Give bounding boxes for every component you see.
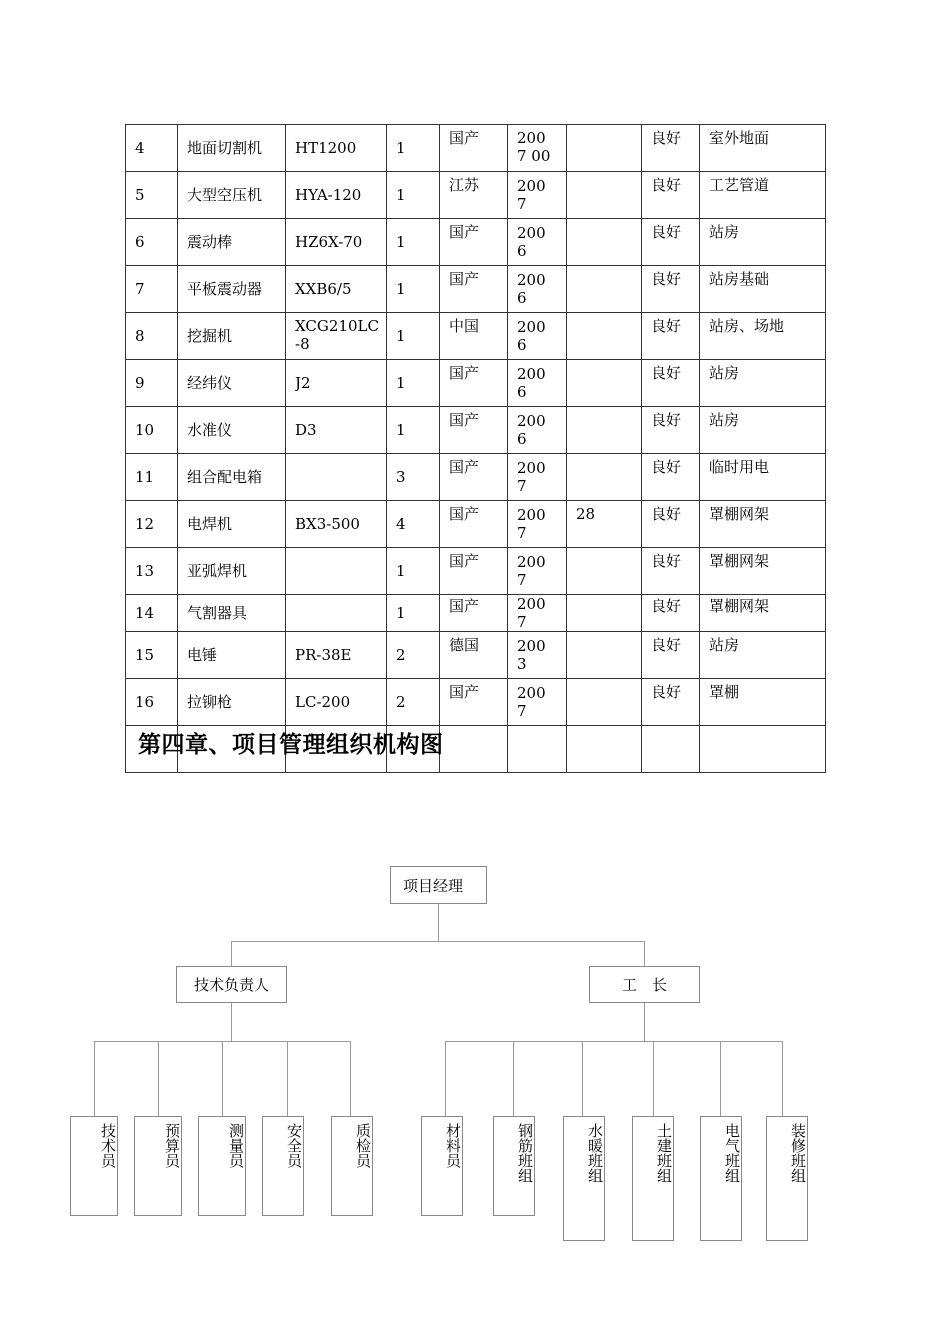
table-cell-no	[126, 679, 178, 726]
cell-text: 1	[396, 139, 406, 157]
table-row	[126, 172, 826, 219]
connector-line	[287, 1041, 288, 1116]
table-cell-condition	[642, 454, 700, 501]
cell-text: 站房、场地	[709, 317, 785, 335]
table-cell-year	[508, 360, 567, 407]
cell-text: 16	[135, 693, 155, 711]
table-cell-usage	[700, 360, 826, 407]
cell-text: 1	[396, 374, 406, 392]
connector-line	[653, 1041, 654, 1116]
table-cell-power	[567, 548, 642, 595]
cell-text: 9	[135, 374, 145, 392]
cell-text: 10	[135, 421, 155, 439]
table-cell-condition	[642, 360, 700, 407]
cell-text: 14	[135, 604, 155, 622]
table-cell-model	[286, 172, 387, 219]
cell-text: 平板震动器	[187, 280, 263, 298]
table-cell-no	[126, 407, 178, 454]
connector-line	[644, 1003, 645, 1041]
cell-text: 良好	[651, 270, 682, 288]
cell-text: 罩棚网架	[709, 597, 770, 615]
connector-line	[445, 1041, 446, 1116]
org-team-box: 材料员	[421, 1116, 463, 1216]
table-cell-no	[126, 595, 178, 632]
equipment-table	[125, 124, 826, 773]
table-cell-qty	[387, 407, 440, 454]
cell-text: 2	[396, 693, 406, 711]
connector-line	[644, 941, 645, 966]
table-cell-no	[126, 360, 178, 407]
cell-text: 良好	[651, 176, 682, 194]
connector-line	[94, 1041, 95, 1116]
cell-text: 5	[135, 186, 145, 204]
cell-text: 临时用电	[709, 458, 770, 476]
table-cell-name	[178, 407, 286, 454]
table-cell-model	[286, 360, 387, 407]
cell-text: 3	[396, 468, 406, 486]
connector-line	[231, 941, 645, 942]
cell-text: 良好	[651, 129, 682, 147]
cell-text: HZ6X-70	[295, 233, 363, 251]
table-cell-qty	[387, 548, 440, 595]
cell-text: 良好	[651, 505, 682, 523]
table-cell-year	[508, 679, 567, 726]
cell-text: 良好	[651, 223, 682, 241]
connector-line	[582, 1041, 583, 1116]
cell-text: 罩棚网架	[709, 505, 770, 523]
cell-text: HYA-120	[295, 186, 362, 204]
cell-text: 12	[135, 515, 155, 533]
cell-text: 1	[396, 233, 406, 251]
cell-text: 国产	[449, 597, 480, 615]
table-cell-power	[567, 313, 642, 360]
cell-text: D3	[295, 421, 317, 439]
table-cell-no	[126, 501, 178, 548]
cell-text: 震动棒	[187, 233, 233, 251]
table-cell-no	[126, 172, 178, 219]
org-staff-box: 技术员	[70, 1116, 118, 1216]
table-cell-usage	[700, 454, 826, 501]
table-row	[126, 313, 826, 360]
table-cell-name	[178, 172, 286, 219]
cell-text: 4	[135, 139, 145, 157]
table-cell-power	[567, 360, 642, 407]
table-cell-year	[508, 595, 567, 632]
table-cell-year	[508, 219, 567, 266]
table-cell-usage	[700, 726, 826, 773]
cell-text: 2007	[517, 177, 546, 213]
table-cell-origin	[440, 125, 508, 172]
cell-text: 国产	[449, 364, 480, 382]
cell-text: PR-38E	[295, 646, 352, 664]
table-cell-power	[567, 172, 642, 219]
cell-text: 中国	[449, 317, 480, 335]
cell-text: 国产	[449, 270, 480, 288]
cell-text: 亚弧焊机	[187, 562, 248, 580]
cell-text: LC-200	[295, 693, 351, 711]
table-row	[126, 679, 826, 726]
table-cell-condition	[642, 595, 700, 632]
cell-text: 1	[396, 186, 406, 204]
table-cell-name	[178, 313, 286, 360]
table-cell-name	[178, 266, 286, 313]
table-cell-name	[178, 632, 286, 679]
cell-text: 江苏	[449, 176, 480, 194]
cell-text: 良好	[651, 552, 682, 570]
cell-text: 28	[576, 505, 596, 523]
cell-text: 德国	[449, 636, 480, 654]
table-cell-year	[508, 172, 567, 219]
table-row	[126, 125, 826, 172]
table-cell-usage	[700, 266, 826, 313]
org-team-box: 装修班组	[766, 1116, 808, 1241]
table-cell-model	[286, 501, 387, 548]
cell-text: 1	[396, 562, 406, 580]
table-cell-year	[508, 501, 567, 548]
cell-text: 水准仪	[187, 421, 233, 439]
cell-text: 挖掘机	[187, 327, 233, 345]
connector-line	[231, 1003, 232, 1041]
org-staff-box: 测量员	[198, 1116, 246, 1216]
cell-text: 气割器具	[187, 604, 248, 622]
table-cell-origin	[440, 172, 508, 219]
table-cell-name	[178, 595, 286, 632]
table-cell-qty	[387, 679, 440, 726]
cell-text: 工艺管道	[709, 176, 770, 194]
cell-text: 2007	[517, 506, 546, 542]
cell-text: 良好	[651, 636, 682, 654]
table-cell-no	[126, 632, 178, 679]
table-cell-origin	[440, 679, 508, 726]
cell-text: 良好	[651, 364, 682, 382]
table-cell-condition	[642, 266, 700, 313]
table-row	[126, 548, 826, 595]
table-cell-qty	[387, 454, 440, 501]
table-cell-power	[567, 632, 642, 679]
cell-text: 2006	[517, 224, 546, 260]
table-cell-origin	[440, 219, 508, 266]
table-cell-model	[286, 454, 387, 501]
table-cell-name	[178, 548, 286, 595]
table-cell-power	[567, 266, 642, 313]
table-cell-condition	[642, 407, 700, 454]
table-cell-name	[178, 454, 286, 501]
table-cell-power	[567, 454, 642, 501]
table-cell-condition	[642, 125, 700, 172]
table-cell-usage	[700, 679, 826, 726]
cell-text: 1	[396, 604, 406, 622]
cell-text: XXB6/5	[295, 280, 352, 298]
cell-text: 经纬仪	[187, 374, 233, 392]
cell-text: 2006	[517, 271, 546, 307]
table-cell-usage	[700, 172, 826, 219]
table-cell-model	[286, 125, 387, 172]
table-cell-power	[567, 501, 642, 548]
table-cell-qty	[387, 595, 440, 632]
table-cell-model	[286, 313, 387, 360]
table-cell-qty	[387, 501, 440, 548]
cell-text: 国产	[449, 129, 480, 147]
table-cell-model	[286, 548, 387, 595]
cell-text: 良好	[651, 683, 682, 701]
cell-text: 2007 00	[517, 129, 551, 165]
cell-text: 2006	[517, 318, 546, 354]
table-cell-no	[126, 266, 178, 313]
table-cell-year	[508, 313, 567, 360]
table-cell-qty	[387, 125, 440, 172]
connector-line	[158, 1041, 159, 1116]
table-cell-origin	[440, 360, 508, 407]
table-cell-model	[286, 266, 387, 313]
org-team-box: 钢筋班组	[493, 1116, 535, 1216]
org-right-head-box: 工 长	[589, 966, 700, 1003]
cell-text: 良好	[651, 458, 682, 476]
table-cell-power	[567, 407, 642, 454]
cell-text: 1	[396, 280, 406, 298]
cell-text: 组合配电箱	[187, 468, 263, 486]
cell-text: 2007	[517, 459, 546, 495]
table-cell-origin	[440, 313, 508, 360]
table-cell-year	[508, 632, 567, 679]
table-cell-name	[178, 219, 286, 266]
cell-text: 良好	[651, 597, 682, 615]
cell-text: 国产	[449, 552, 480, 570]
cell-text: 站房	[709, 223, 740, 241]
connector-line	[350, 1041, 351, 1116]
table-cell-model	[286, 407, 387, 454]
table-cell-origin	[440, 501, 508, 548]
equipment-table-body	[126, 125, 826, 773]
org-staff-box: 安全员	[262, 1116, 304, 1216]
table-cell-name	[178, 501, 286, 548]
cell-text: 地面切割机	[187, 139, 263, 157]
table-cell-no	[126, 548, 178, 595]
table-cell-year	[508, 548, 567, 595]
table-cell-usage	[700, 595, 826, 632]
cell-text: 1	[396, 327, 406, 345]
cell-text: 2006	[517, 365, 546, 401]
table-cell-condition	[642, 679, 700, 726]
table-cell-year	[508, 125, 567, 172]
connector-line	[782, 1041, 783, 1116]
cell-text: 6	[135, 233, 145, 251]
table-row	[126, 407, 826, 454]
table-cell-condition	[642, 172, 700, 219]
table-cell-model	[286, 219, 387, 266]
cell-text: 2007	[517, 553, 546, 589]
table-cell-usage	[700, 632, 826, 679]
cell-text: 2003	[517, 637, 546, 673]
cell-text: J2	[295, 374, 311, 392]
table-cell-qty	[387, 632, 440, 679]
table-cell-year	[508, 454, 567, 501]
org-root-box: 项目经理	[390, 866, 487, 904]
table-cell-condition	[642, 726, 700, 773]
table-row	[126, 219, 826, 266]
cell-text: 2006	[517, 412, 546, 448]
org-staff-box: 预算员	[134, 1116, 182, 1216]
table-cell-origin	[440, 595, 508, 632]
org-team-box: 水暖班组	[563, 1116, 605, 1241]
table-row	[126, 632, 826, 679]
cell-text: 1	[396, 421, 406, 439]
table-cell-power	[567, 726, 642, 773]
cell-text: 国产	[449, 683, 480, 701]
table-cell-usage	[700, 219, 826, 266]
table-cell-name	[178, 125, 286, 172]
cell-text: 7	[135, 280, 145, 298]
table-cell-no	[126, 454, 178, 501]
connector-line	[720, 1041, 721, 1116]
table-cell-usage	[700, 407, 826, 454]
cell-text: 2	[396, 646, 406, 664]
table-cell-qty	[387, 219, 440, 266]
table-cell-power	[567, 219, 642, 266]
cell-text: HT1200	[295, 139, 357, 157]
cell-text: 2007	[517, 684, 546, 720]
table-cell-no	[126, 125, 178, 172]
cell-text: 拉铆枪	[187, 693, 233, 711]
cell-text: BX3-500	[295, 515, 360, 533]
cell-text: 国产	[449, 505, 480, 523]
cell-text: 室外地面	[709, 129, 770, 147]
table-cell-usage	[700, 313, 826, 360]
connector-line	[513, 1041, 514, 1116]
table-cell-no	[126, 219, 178, 266]
table-cell-name	[178, 360, 286, 407]
connector-line	[445, 1041, 783, 1042]
cell-text: 电焊机	[187, 515, 233, 533]
cell-text: 站房基础	[709, 270, 770, 288]
cell-text: 11	[135, 468, 155, 486]
table-cell-qty	[387, 172, 440, 219]
org-team-box: 电气班组	[700, 1116, 742, 1241]
cell-text: 大型空压机	[187, 186, 263, 204]
table-row	[126, 266, 826, 313]
org-staff-box: 质检员	[331, 1116, 373, 1216]
table-cell-usage	[700, 125, 826, 172]
cell-text: 良好	[651, 411, 682, 429]
cell-text: 电锤	[187, 646, 218, 664]
cell-text: 站房	[709, 636, 740, 654]
table-cell-condition	[642, 501, 700, 548]
org-team-box: 土建班组	[632, 1116, 674, 1241]
table-cell-no	[126, 313, 178, 360]
table-row	[126, 501, 826, 548]
table-row	[126, 454, 826, 501]
cell-text: 罩棚网架	[709, 552, 770, 570]
cell-text: 13	[135, 562, 155, 580]
table-cell-power	[567, 595, 642, 632]
table-cell-model	[286, 595, 387, 632]
table-cell-year	[508, 407, 567, 454]
table-cell-model	[286, 632, 387, 679]
table-cell-power	[567, 679, 642, 726]
cell-text: 2007	[517, 595, 546, 631]
table-row	[126, 360, 826, 407]
cell-text: 国产	[449, 411, 480, 429]
table-cell-condition	[642, 632, 700, 679]
connector-line	[231, 941, 232, 966]
table-cell-origin	[440, 632, 508, 679]
cell-text: 罩棚	[709, 683, 740, 701]
table-cell-qty	[387, 313, 440, 360]
table-cell-condition	[642, 219, 700, 266]
table-cell-year	[508, 726, 567, 773]
cell-text: 15	[135, 646, 155, 664]
table-cell-condition	[642, 313, 700, 360]
connector-line	[222, 1041, 223, 1116]
table-cell-power	[567, 125, 642, 172]
cell-text: 8	[135, 327, 145, 345]
chapter-title: 第四章、项目管理组织机构图	[138, 732, 444, 758]
table-row	[126, 595, 826, 632]
table-cell-qty	[387, 360, 440, 407]
org-left-head-box: 技术负责人	[176, 966, 287, 1003]
table-cell-name	[178, 679, 286, 726]
connector-line	[438, 904, 439, 941]
cell-text: 站房	[709, 411, 740, 429]
table-cell-qty	[387, 266, 440, 313]
cell-text: 良好	[651, 317, 682, 335]
cell-text: XCG210LC-8	[295, 317, 379, 353]
table-cell-origin	[440, 726, 508, 773]
table-cell-origin	[440, 407, 508, 454]
table-cell-usage	[700, 548, 826, 595]
table-cell-origin	[440, 266, 508, 313]
table-cell-origin	[440, 548, 508, 595]
cell-text: 4	[396, 515, 406, 533]
table-cell-condition	[642, 548, 700, 595]
table-cell-year	[508, 266, 567, 313]
cell-text: 国产	[449, 458, 480, 476]
cell-text: 站房	[709, 364, 740, 382]
cell-text: 国产	[449, 223, 480, 241]
table-cell-usage	[700, 501, 826, 548]
table-cell-model	[286, 679, 387, 726]
table-cell-origin	[440, 454, 508, 501]
